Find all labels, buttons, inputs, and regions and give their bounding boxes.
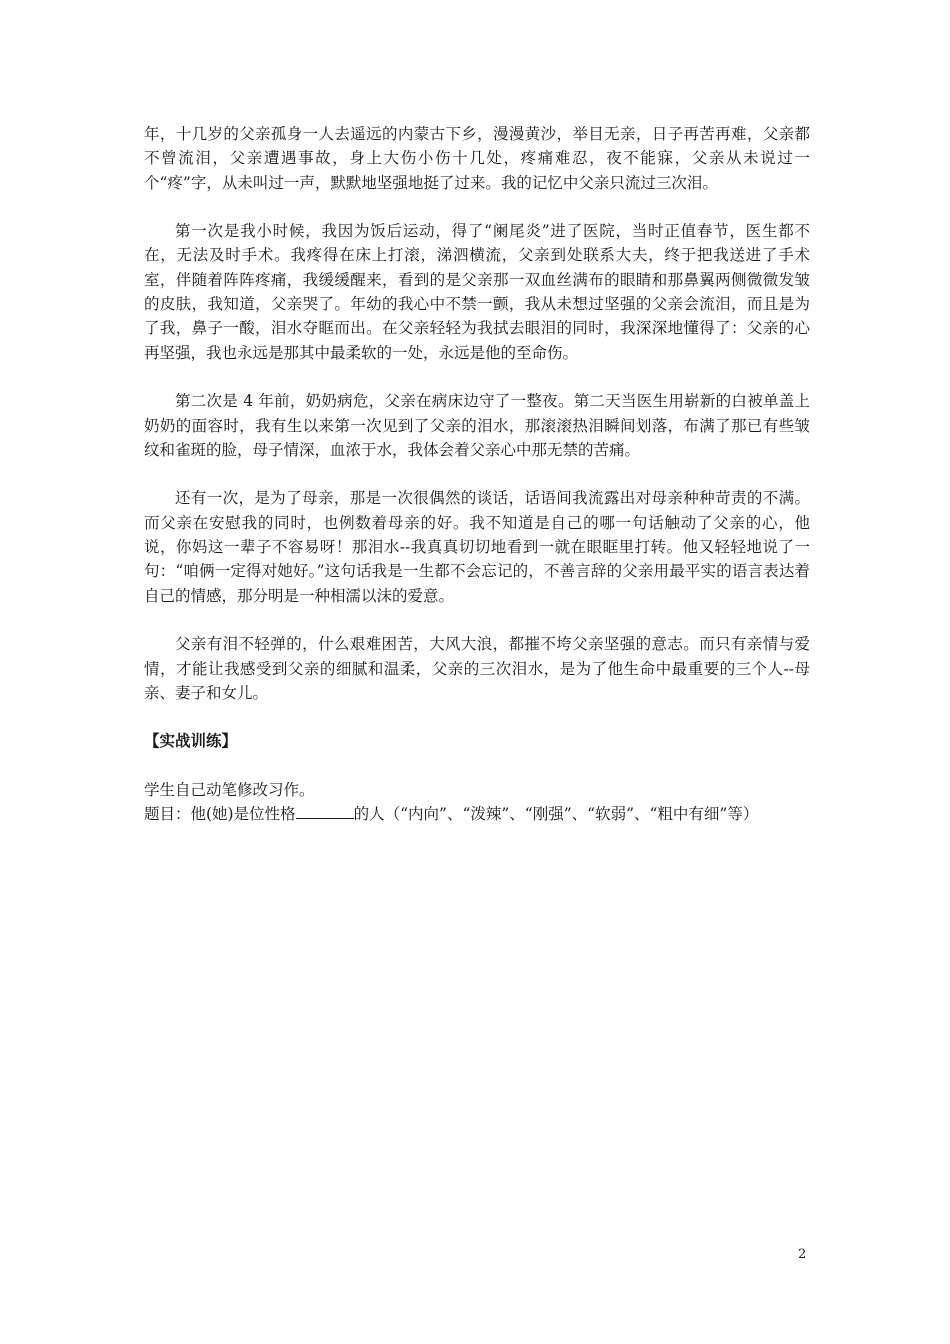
page-number: 2 xyxy=(798,1247,807,1262)
paragraph-conclusion: 父亲有泪不轻弹的，什么艰难困苦，大风大浪，都摧不垮父亲坚强的意志。而只有亲情与爱情，才能让我感受到父亲的细腻和温柔，父亲的三次泪水，是为了他生命中最重要的三个人--母亲、妻子和女儿。 xyxy=(144,635,810,702)
topic-prefix: 题目：他(她)是位性格 xyxy=(144,805,296,824)
paragraph-second-time: 第二次是 4 年前，奶奶病危，父亲在病床边守了一整夜。第二天当医生用崭新的白被单盖上奶奶的面容时，我有生以来第一次见到了父亲的泪水，那滚滚热泪瞬间划落，布满了那已有些皱纹和雀斑的脸，母子情深，血浓于水，我体会着父亲心中那无禁的苦痛。 xyxy=(144,392,810,459)
topic-suffix: 的人（“内向”、“泼辣”、“刚强”、“软弱”、“粗中有细”等） xyxy=(353,805,759,824)
paragraph-first-time: 第一次是我小时候，我因为饭后运动，得了“阑尾炎”进了医院，当时正值春节，医生都不在，无法及时手术。我疼得在床上打滚，涕泗横流，父亲到处联系大夫，终于把我送进了手术室，伴随着阵阵疼痛，我缓缓醒来，看到的是父亲那一双血丝满布的眼睛和那鼻翼两侧微微发皱的皮肤，我知道，父亲哭了。年幼的我心中不禁一颤，我从未想过坚强的父亲会流泪，而且是为了我，鼻子一酸，泪水夺眶而出。在父亲轻轻为我拭去眼泪的同时，我深深地懂得了：父亲的心再坚强，我也永远是那其中最柔软的一处，永远是他的至命伤。 xyxy=(144,222,810,362)
exercise-topic xyxy=(144,802,810,826)
document-page xyxy=(144,122,810,827)
fill-in-blank xyxy=(296,804,354,819)
paragraph-third-time: 还有一次，是为了母亲，那是一次很偶然的谈话，话语间我流露出对母亲种种苛责的不满。而父亲在安慰我的同时，也例数着母亲的好。我不知道是自己的哪一句话触动了父亲的心，他说，你妈这一辈子不容易呀！那泪水--我真真切切地看到一就在眼眶里打转。他又轻轻地说了一句：“咱俩一定得对她好。”这句话我是一生都不会忘记的，不善言辞的父亲用最平实的语言表达着自己的情感，那分明是一种相濡以沫的爱意。 xyxy=(144,489,810,605)
paragraph-intro: 年，十几岁的父亲孤身一人去遥远的内蒙古下乡，漫漫黄沙，举目无亲，日子再苦再难，父亲都不曾流泪，父亲遭遇事故，身上大伤小伤十几处，疼痛难忍，夜不能寐，父亲从未说过一个“疼”字，从未叫过一声，默默地坚强地挺了过来。我的记忆中父亲只流过三次泪。 xyxy=(144,125,810,192)
section-heading: 【实战训练】 xyxy=(144,731,238,751)
exercise-instruction: 学生自己动笔修改习作。 xyxy=(144,781,315,800)
